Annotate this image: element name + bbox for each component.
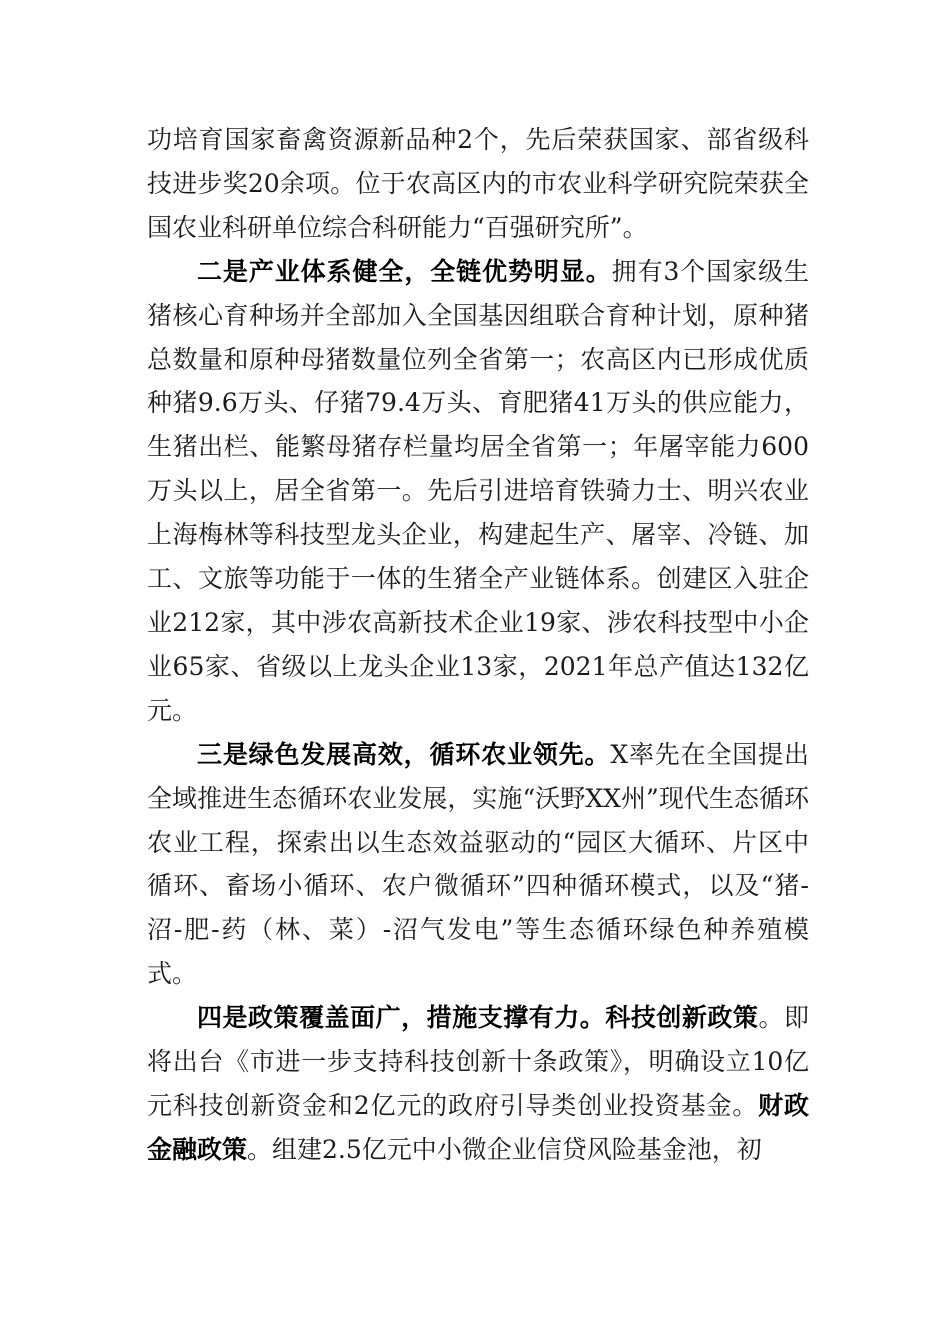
subheading-tech-innovation-policy: 科技创新政策 (605, 1003, 759, 1033)
subheading-fiscal-finance-policy: 财政金融政策 (147, 1090, 809, 1164)
paragraph-continuation (147, 118, 809, 250)
paragraph-body: 功培育国家畜禽资源新品种2个，先后荣获国家、部省级科技进步奖20余项。位于农高区内的市农业科学研究院荣获全国农业科研单位综合科研能力“百强研究所”。 (147, 125, 809, 242)
paragraph-policy-coverage (147, 996, 809, 1172)
paragraph-industry-system (147, 250, 809, 733)
document-body (147, 118, 809, 1172)
paragraph-lead-heading: 三是绿色发展高效，循环农业领先。 (197, 739, 611, 769)
paragraph-body: 。即将出台《市进一步支持科技创新十条政策》，明确设立10亿元科技创新资金和2亿元的政府引导类创业投资基金。 (147, 1003, 809, 1120)
paragraph-lead-heading: 二是产业体系健全，全链优势明显。 (197, 256, 612, 286)
paragraph-body: 拥有3个国家级生猪核心育种场并全部加入全国基因组联合育种计划，原种猪总数量和原种母猪数量位列全省第一；农高区内已形成优质种猪9.6万头、仔猪79.4万头、育肥猪41万头的供应能力，生猪出栏、能繁母猪存栏量均居全省第一；年屠宰能力600万头以上，居全省第一。先后引进培育铁骑力士、明兴农业上海梅林等科技型龙头企业，构建起生产、屠宰、冷链、加工、文旅等功能于一体的生猪全产业链体系。创建区入驻企业212家，其中涉农高新技术企业19家、涉农科技型中小企业65家、省级以上龙头企业13家，2021年总产值达132亿元。 (147, 256, 809, 725)
paragraph-lead-heading: 四是政策覆盖面广，措施支撑有力。 (197, 1003, 606, 1033)
paragraph-green-development (147, 733, 809, 996)
paragraph-body: X率先在全国提出全域推进生态循环农业发展，实施“沃野XX州”现代生态循环农业工程，探索出以生态效益驱动的“园区大循环、片区中循环、畜场小循环、农户微循环”四种循环模式，以及“猪-沼-肥-药（林、菜）-沼气发电”等生态循环绿色种养殖模式。 (147, 739, 809, 989)
paragraph-body: 。组建2.5亿元中小微企业信贷风险基金池，初 (247, 1134, 762, 1164)
